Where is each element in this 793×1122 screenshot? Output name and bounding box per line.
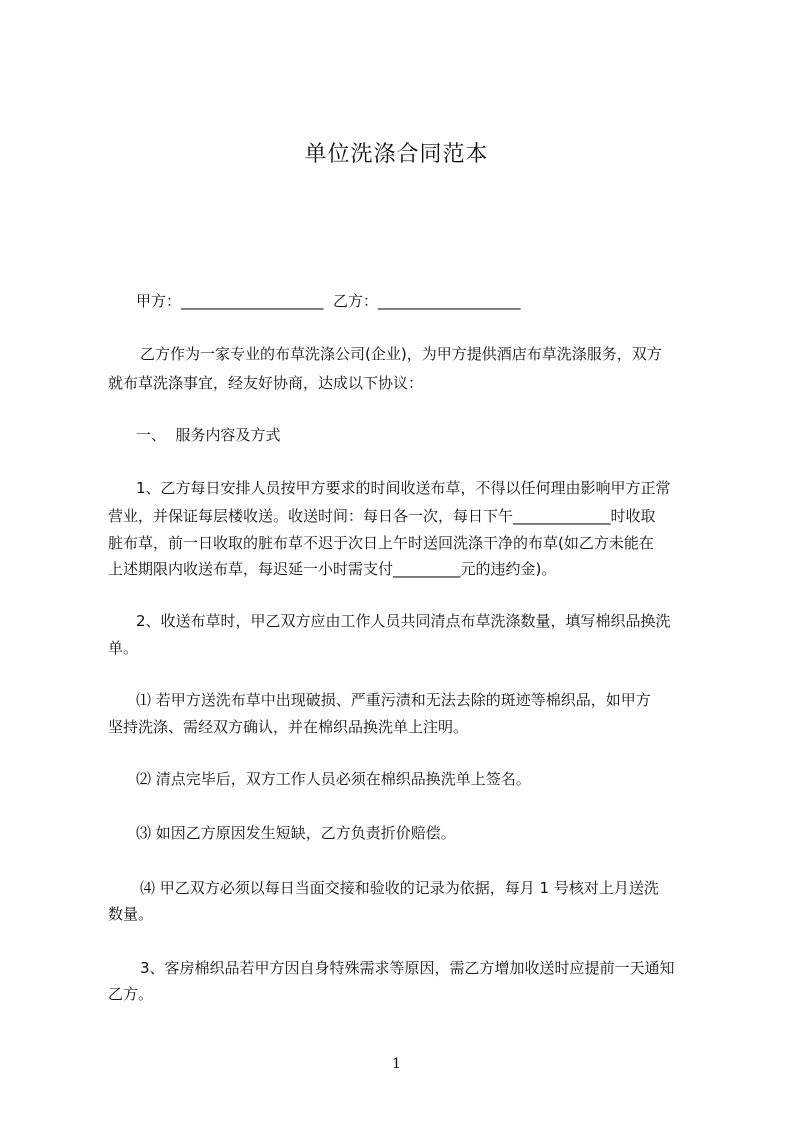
clause-1-line-1: 1、乙方每日安排人员按甲方要求的时间收送布草，不得以任何理由影响甲方正常 xyxy=(136,479,671,497)
clause-1-line-3: 脏布草，前一日收取的脏布草不迟于次日上午时送回洗涤干净的布草(如乙方未能在 xyxy=(108,534,654,552)
intro-line-2: 就布草洗涤事宜，经友好协商，达成以下协议： xyxy=(108,374,424,392)
item-3-line: ⑶ 如因乙方原因发生短缺，乙方负责折价赔偿。 xyxy=(136,824,456,842)
item-2-line: ⑵ 清点完毕后，双方工作人员必须在棉织品换洗单上签名。 xyxy=(136,770,531,788)
clause-2-line-1: 2、收送布草时，甲乙双方应由工作人员共同清点布草洗涤数量，填写棉织品换洗 xyxy=(136,612,671,630)
document-title: 单位洗涤合同范本 xyxy=(304,142,489,167)
clause-3-line-1: 3、客房棉织品若甲方因自身特殊需求等原因，需乙方增加收送时应提前一天通知 xyxy=(140,959,675,977)
item-4-line-2: 数量。 xyxy=(108,905,154,923)
intro-line-1: 乙方作为一家专业的布草洗涤公司(企业)，为甲方提供酒店布草洗涤服务，双方 xyxy=(140,345,662,363)
item-1-line-2: 坚持洗涤、需经双方确认，并在棉织品换洗单上注明。 xyxy=(108,718,469,736)
clause-3-line-2: 乙方。 xyxy=(108,985,154,1003)
clause-2-line-2: 单。 xyxy=(108,639,139,657)
item-4-line-1: ⑷ 甲乙双方必须以每日当面交接和验收的记录为依据，每月 1 号核对上月送洗 xyxy=(140,879,659,897)
section-heading: 一、 服务内容及方式 xyxy=(136,426,281,444)
clause-1-line-4: 上述期限内收送布草，每迟延一小时需支付_________元的违约金)。 xyxy=(108,560,557,578)
item-1-line-1: ⑴ 若甲方送洗布草中出现破损、严重污渍和无法去除的斑迹等棉织品，如甲方 xyxy=(136,691,651,709)
page-number: 1 xyxy=(392,1056,401,1072)
clause-1-line-2: 营业，并保证每层楼收送。收送时间：每日各一次，每日下午_____________时收取 xyxy=(108,507,656,525)
parties-line: 甲方：___________________ 乙方：___________________ xyxy=(136,292,521,310)
